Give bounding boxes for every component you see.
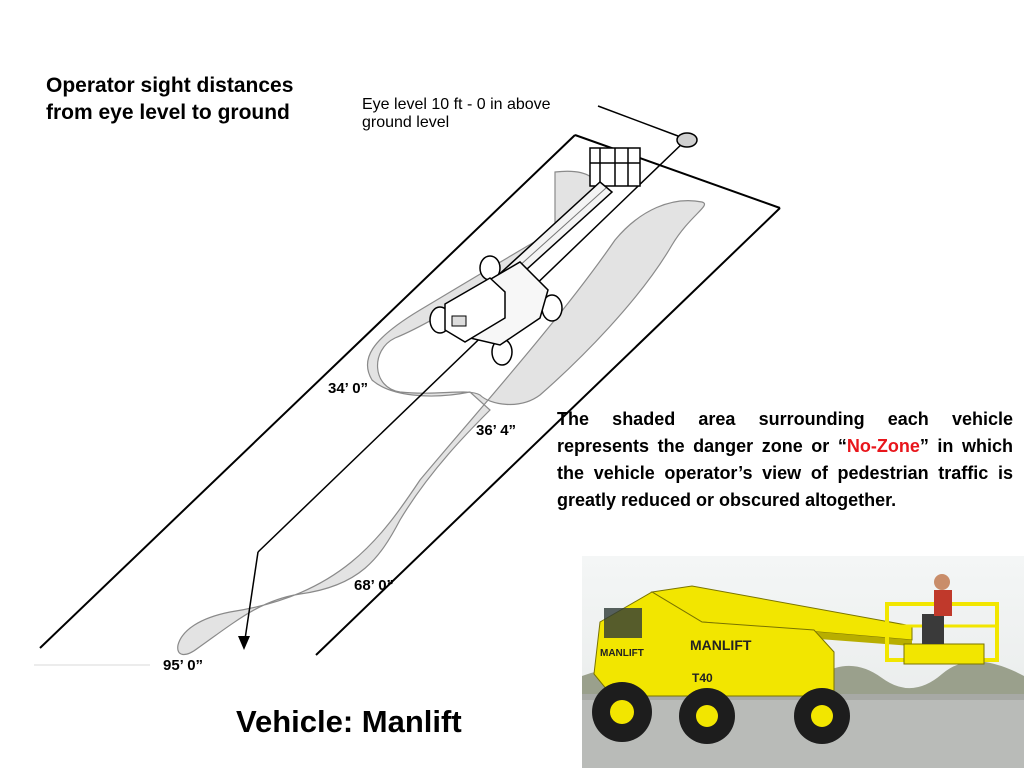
diagram-heading xyxy=(46,72,293,126)
arrowhead-down-icon xyxy=(238,636,250,650)
heading-line-2: from eye level to ground xyxy=(46,101,290,124)
heading-line-1: Operator sight distances xyxy=(46,74,294,97)
distance-label-34ft: 34’ 0” xyxy=(328,380,369,397)
distance-label-95ft: 95’ 0” xyxy=(163,657,204,674)
photo-model-label: T40 xyxy=(692,671,713,685)
description-text-after: ” in which the vehicle operator’s view of pedestrian traffic is greatly reduced or obscured altogether. xyxy=(557,436,1013,510)
no-zone-highlight: No-Zone xyxy=(846,436,920,456)
manlift-photo xyxy=(582,556,1024,768)
eye-level-label xyxy=(362,96,551,132)
eye-level-leader xyxy=(598,106,678,136)
photo-brand-label-front: MANLIFT xyxy=(600,648,644,659)
photo-brand-label-side: MANLIFT xyxy=(690,637,752,653)
no-zone-description xyxy=(557,406,1013,514)
eye-level-marker xyxy=(677,133,697,147)
description-text-before: The shaded area surrounding each vehicle represents the danger zone or “ xyxy=(557,409,1013,456)
vehicle-title: Vehicle: Manlift xyxy=(236,704,462,739)
distance-label-36ft: 36’ 4” xyxy=(476,422,517,439)
distance-label-68ft: 68’ 0” xyxy=(354,577,395,594)
eye-level-line-1: Eye level 10 ft - 0 in above xyxy=(362,96,551,113)
sight-line-drop xyxy=(244,552,258,646)
eye-level-line-2: ground level xyxy=(362,114,450,131)
